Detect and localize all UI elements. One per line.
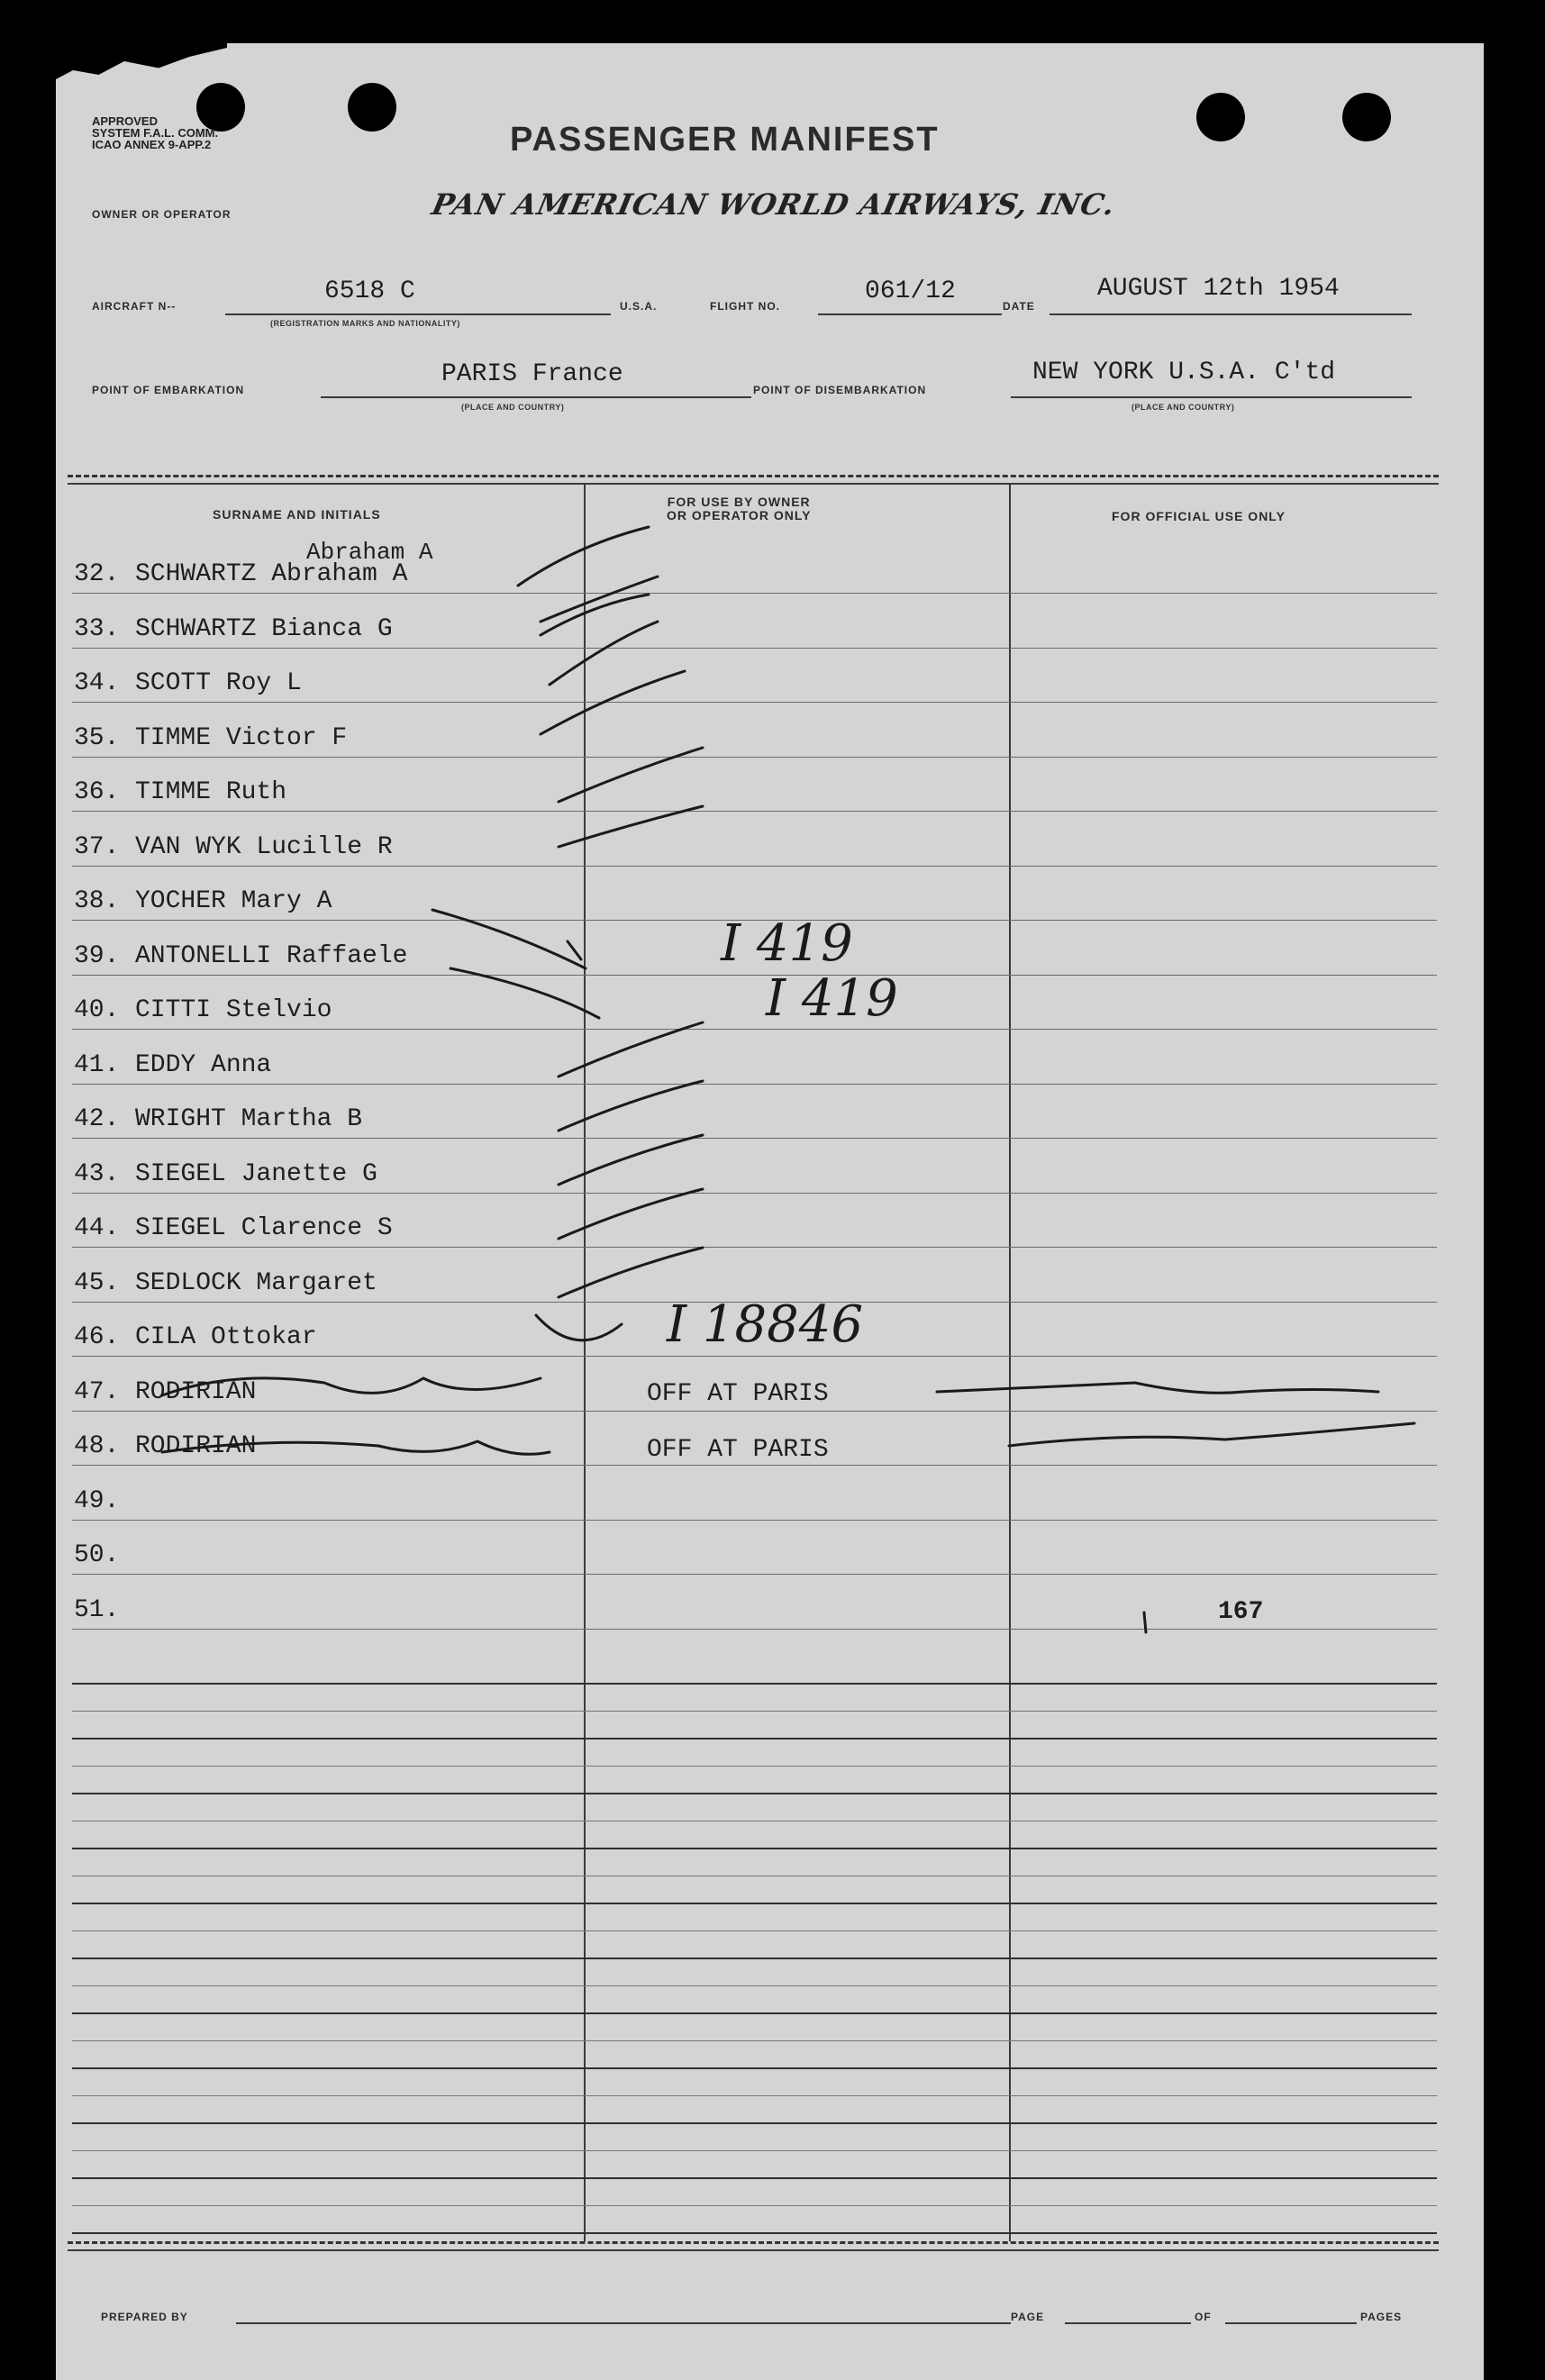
- row-rule: [72, 1247, 1437, 1248]
- col-header-official: FOR OFFICIAL USE ONLY: [1112, 509, 1286, 523]
- row-rule: [72, 866, 1437, 867]
- row-rule: [72, 648, 1437, 649]
- approval-note: APPROVED SYSTEM F.A.L. COMM. ICAO ANNEX 9-APP.2: [92, 114, 219, 151]
- passenger-name: WRIGHT Martha B: [135, 1105, 363, 1133]
- row-rule: [72, 757, 1437, 758]
- blank-rule: [72, 2232, 1437, 2234]
- punch-hole: [1342, 93, 1391, 141]
- row-number: 51.: [74, 1596, 120, 1624]
- row-number: 37.: [74, 833, 120, 861]
- punch-hole: [348, 83, 396, 132]
- embark-sublabel: (PLACE AND COUNTRY): [461, 403, 565, 412]
- row-rule: [72, 811, 1437, 812]
- aircraft-sublabel: (REGISTRATION MARKS AND NATIONALITY): [270, 319, 460, 328]
- aircraft-value: 6518 C: [324, 277, 415, 305]
- row-number: 39.: [74, 942, 120, 970]
- row-rule: [72, 1465, 1437, 1466]
- handwritten-note: I 419: [721, 914, 853, 973]
- blank-rule: [72, 1793, 1437, 1794]
- passenger-name: SCHWARTZ Bianca G: [135, 615, 393, 643]
- blank-rule: [72, 2067, 1437, 2069]
- of-label: OF: [1195, 2311, 1212, 2323]
- blank-rule: [72, 1738, 1437, 1740]
- row-number: 38.: [74, 887, 120, 915]
- blank-rule: [72, 2040, 1437, 2041]
- passenger-name: SIEGEL Janette G: [135, 1160, 377, 1188]
- blank-rule: [72, 2012, 1437, 2014]
- passenger-name: SCOTT Roy L: [135, 669, 302, 697]
- pages-label: PAGES: [1360, 2311, 1403, 2323]
- owner-label: OWNER OR OPERATOR: [92, 208, 232, 221]
- blank-rule: [72, 1903, 1437, 1904]
- blank-rule: [72, 1985, 1437, 1986]
- blank-rule: [72, 1683, 1437, 1685]
- row-number: 41.: [74, 1051, 120, 1079]
- page-title: PASSENGER MANIFEST: [510, 121, 940, 159]
- passenger-name: RODIRIAN: [135, 1432, 257, 1460]
- row-number: 33.: [74, 615, 120, 643]
- passenger-name: YOCHER Mary A: [135, 887, 332, 915]
- row-rule: [72, 1356, 1437, 1357]
- disembark-sublabel: (PLACE AND COUNTRY): [1131, 403, 1235, 412]
- name-correction: Abraham A: [306, 539, 433, 566]
- passenger-name: SIEGEL Clarence S: [135, 1214, 393, 1242]
- passenger-name: ANTONELLI Raffaele: [135, 942, 408, 970]
- row-number: 49.: [74, 1487, 120, 1515]
- passenger-name: VAN WYK Lucille R: [135, 833, 393, 861]
- passenger-name: EDDY Anna: [135, 1051, 272, 1079]
- col-header-surname: SURNAME AND INITIALS: [213, 507, 381, 522]
- passenger-name: RODIRIAN: [135, 1378, 257, 1406]
- blank-rule: [72, 1848, 1437, 1849]
- blank-rule: [72, 2177, 1437, 2179]
- handwritten-note: I 419: [766, 969, 898, 1028]
- row-number: 47.: [74, 1378, 120, 1406]
- passenger-name: TIMME Ruth: [135, 778, 287, 806]
- date-label: DATE: [1003, 300, 1035, 313]
- blank-rule: [72, 2205, 1437, 2206]
- row-rule: [72, 702, 1437, 703]
- col-header-owner: FOR USE BY OWNER OR OPERATOR ONLY: [667, 495, 812, 522]
- flight-value: 061/12: [865, 277, 956, 305]
- aircraft-label: AIRCRAFT N--: [92, 300, 177, 313]
- blank-rule: [72, 1930, 1437, 1931]
- blank-rule: [72, 1711, 1437, 1712]
- row-number: 48.: [74, 1432, 120, 1460]
- row-number: 34.: [74, 669, 120, 697]
- row-number: 36.: [74, 778, 120, 806]
- handwritten-note: I 18846: [667, 1295, 864, 1354]
- owner-note-off: OFF AT PARIS: [647, 1436, 829, 1464]
- row-number: 46.: [74, 1323, 120, 1351]
- official-number: 167: [1218, 1598, 1264, 1626]
- blank-rule: [72, 2150, 1437, 2151]
- row-rule: [72, 1574, 1437, 1575]
- owner-note-off: OFF AT PARIS: [647, 1380, 829, 1408]
- disembark-label: POINT OF DISEMBARKATION: [753, 384, 927, 396]
- row-number: 40.: [74, 996, 120, 1024]
- row-rule: [72, 1029, 1437, 1030]
- company-name: PAN AMERICAN WORLD AIRWAYS, INC.: [428, 187, 1119, 222]
- row-rule: [72, 593, 1437, 594]
- embark-value: PARIS France: [441, 360, 623, 388]
- embark-label: POINT OF EMBARKATION: [92, 384, 245, 396]
- punch-hole: [1196, 93, 1245, 141]
- row-rule: [72, 1629, 1437, 1630]
- passenger-name: CITTI Stelvio: [135, 996, 332, 1024]
- row-number: 42.: [74, 1105, 120, 1133]
- date-value: AUGUST 12th 1954: [1097, 275, 1340, 303]
- passenger-name: CILA Ottokar: [135, 1323, 317, 1351]
- row-number: 32.: [74, 560, 120, 588]
- prepared-by-label: PREPARED BY: [101, 2311, 188, 2323]
- page-label: PAGE: [1011, 2311, 1045, 2323]
- blank-rule: [72, 1958, 1437, 1959]
- passenger-name: SCHWARTZ Abraham A: [135, 560, 408, 588]
- row-number: 35.: [74, 724, 120, 752]
- row-number: 44.: [74, 1214, 120, 1242]
- row-rule: [72, 1193, 1437, 1194]
- row-rule: [72, 1520, 1437, 1521]
- blank-rule: [72, 1766, 1437, 1767]
- row-number: 50.: [74, 1541, 120, 1569]
- row-rule: [72, 1411, 1437, 1412]
- passenger-name: TIMME Victor F: [135, 724, 348, 752]
- blank-rule: [72, 2122, 1437, 2124]
- blank-rule: [72, 2095, 1437, 2096]
- flight-label: FLIGHT NO.: [710, 300, 780, 313]
- row-rule: [72, 975, 1437, 976]
- row-rule: [72, 1084, 1437, 1085]
- usa-label: U.S.A.: [620, 300, 658, 313]
- row-number: 45.: [74, 1269, 120, 1297]
- disembark-value: NEW YORK U.S.A. C'td: [1032, 359, 1336, 386]
- row-number: 43.: [74, 1160, 120, 1188]
- row-rule: [72, 1138, 1437, 1139]
- passenger-name: SEDLOCK Margaret: [135, 1269, 377, 1297]
